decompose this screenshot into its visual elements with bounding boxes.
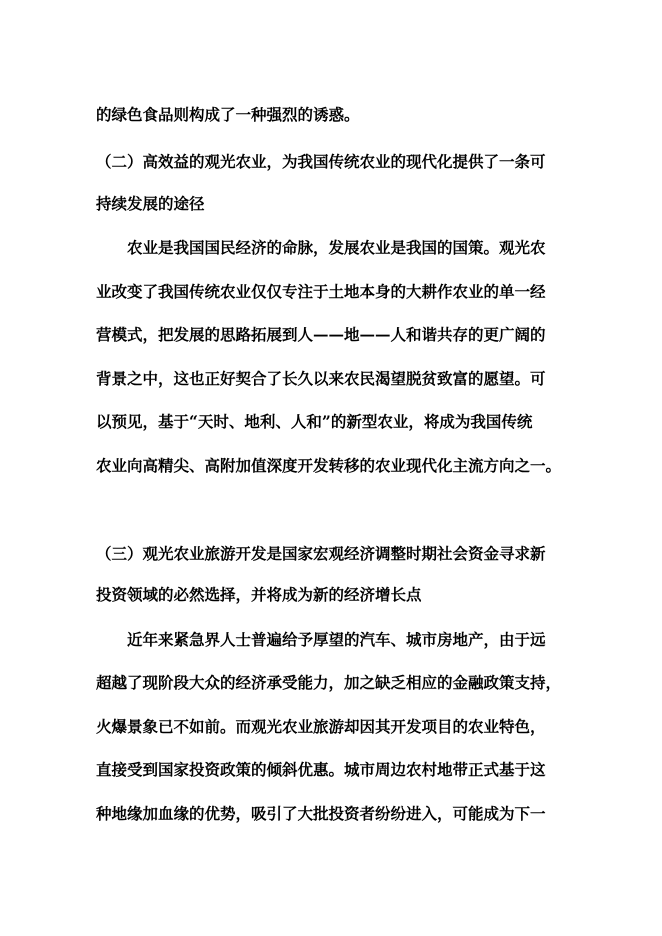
text-line: 火爆景象已不如前。而观光农业旅游却因其开发项目的农业特色， (96, 717, 546, 736)
text-line: 背景之中，这也正好契合了长久以来农民渴望脱贫致富的愿望。可 (96, 369, 546, 388)
text-line: 近年来紧急界人士普遍给予厚望的汽车、城市房地产，由于远 (96, 630, 546, 649)
text-line: 种地缘加血缘的优势，吸引了大批投资者纷纷进入，可能成为下一 (96, 804, 546, 823)
text-line: 农业向高精尖、高附加值深度开发转移的农业现代化主流方向之一。 (96, 456, 562, 475)
text-line: 超越了现阶段大众的经济承受能力，加之缺乏相应的金融政策支持， (96, 673, 562, 692)
section-heading-2-cont: 持续发展的途径 (96, 194, 205, 213)
text-line: 直接受到国家投资政策的倾斜优惠。城市周边农村地带正式基于这 (96, 760, 546, 779)
text-line: 以预见，基于“天时、地利、人和”的新型农业，将成为我国传统 (96, 412, 533, 431)
section-heading-2: （二）高效益的观光农业，为我国传统农业的现代化提供了一条可 (96, 152, 546, 171)
section-heading-3-cont: 投资领域的必然选择，并将成为新的经济增长点 (96, 585, 422, 604)
text-line: 农业是我国国民经济的命脉，发展农业是我国的国策。观光农 (96, 238, 546, 257)
text-line: 的绿色食品则构成了一种强烈的诱惑。 (96, 105, 360, 124)
text-line: 营模式，把发展的思路拓展到人——地——人和谐共存的更广阔的 (96, 325, 546, 344)
text-line: 业改变了我国传统农业仅仅专注于土地本身的大耕作农业的单一经 (96, 282, 546, 301)
section-heading-3: （三）观光农业旅游开发是国家宏观经济调整时期社会资金寻求新 (96, 544, 546, 563)
